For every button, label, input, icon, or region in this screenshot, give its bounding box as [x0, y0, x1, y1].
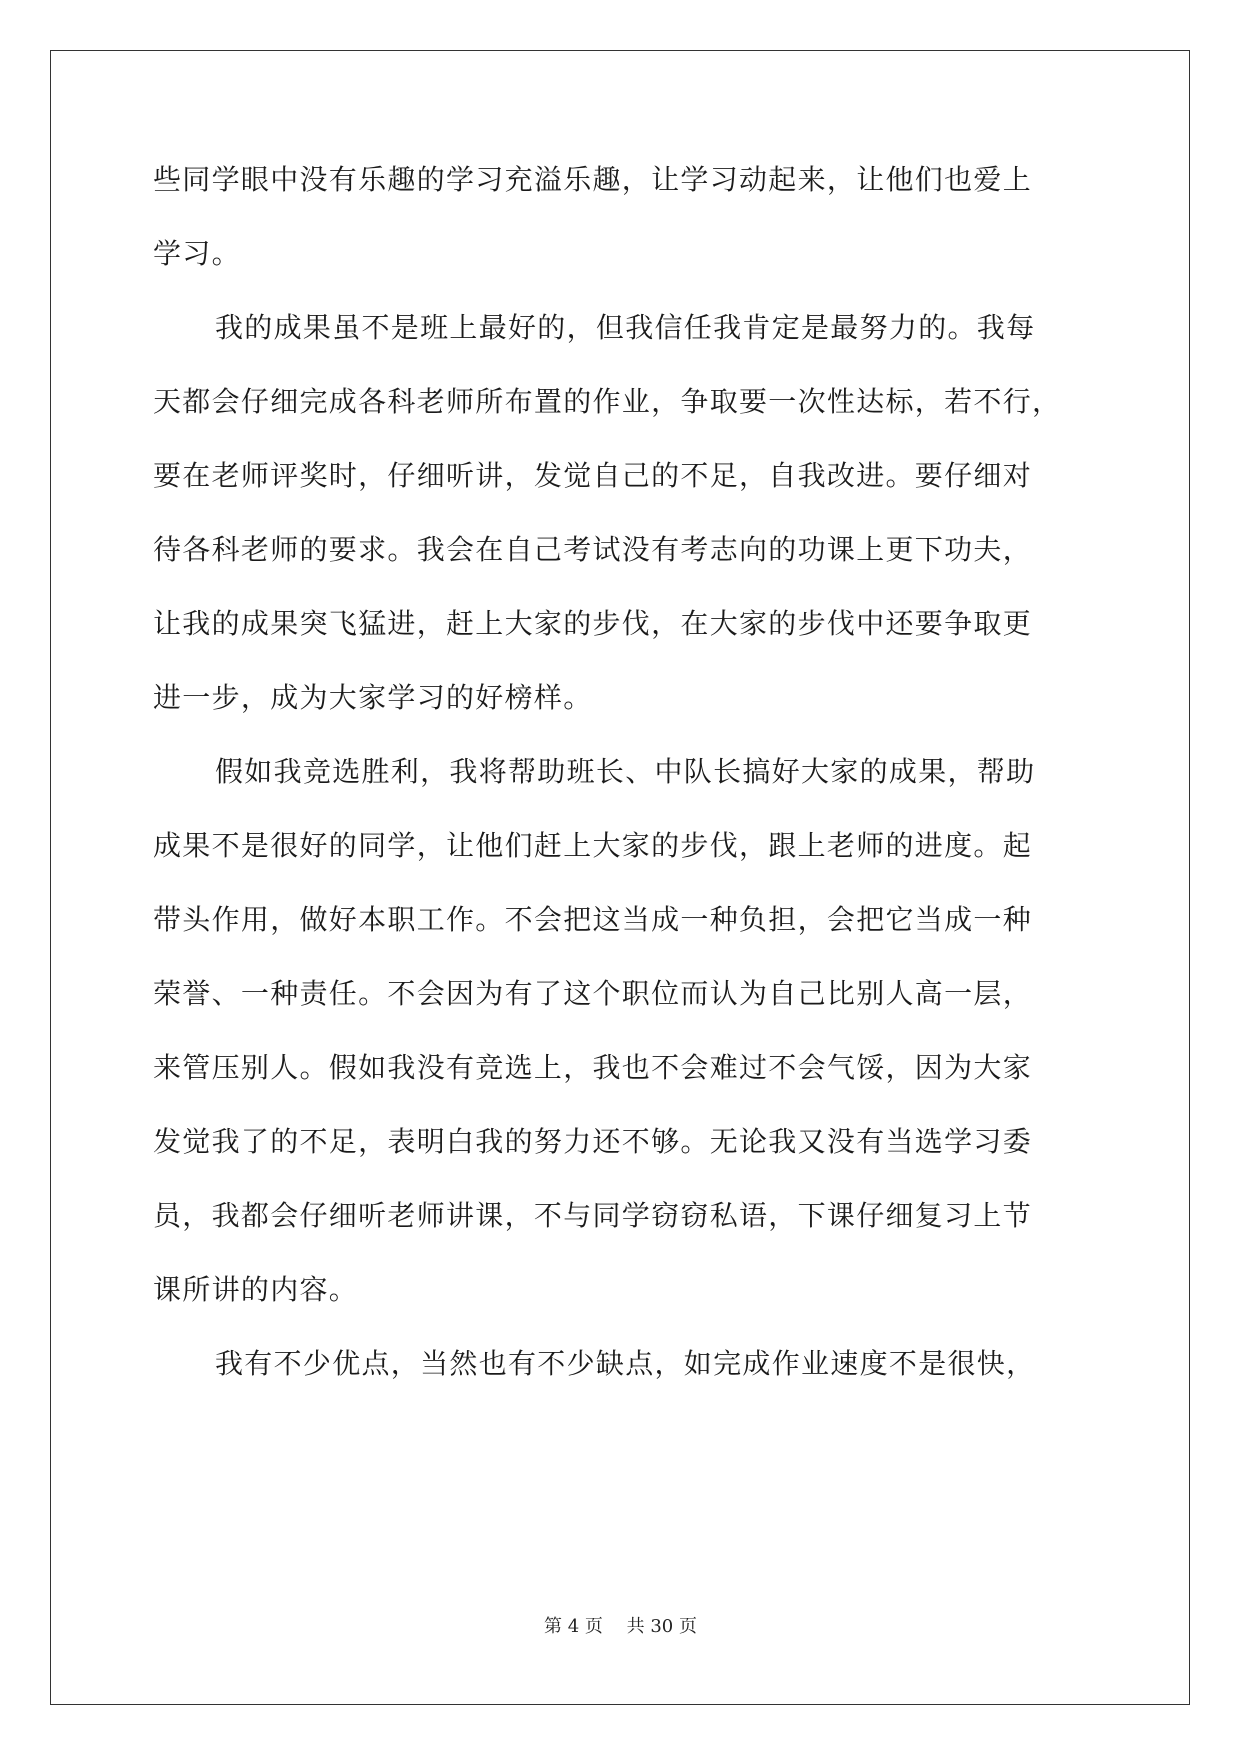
- text-line: 待各科老师的要求。我会在自己考试没有考志向的功课上更下功夫，: [153, 533, 1033, 566]
- text-line: 发觉我了的不足，表明白我的努力还不够。无论我又没有当选学习委: [153, 1125, 1033, 1158]
- text-line: 天都会仔细完成各科老师所布置的作业，争取要一次性达标，若不行，: [153, 385, 1062, 418]
- page-number: 第 4 页 共 30 页: [544, 1616, 697, 1637]
- paragraph-start-line: 假如我竞选胜利，我将帮助班长、中队长搞好大家的成果，帮助: [215, 755, 1036, 788]
- text-line: 成果不是很好的同学，让他们赶上大家的步伐，跟上老师的进度。起: [153, 829, 1033, 862]
- paragraph-start-line: 我的成果虽不是班上最好的，但我信任我肯定是最努力的。我每: [215, 311, 1036, 344]
- text-line: 荣誉、一种责任。不会因为有了这个职位而认为自己比别人高一层，: [153, 977, 1033, 1010]
- text-line: 学习。: [153, 237, 241, 270]
- text-line: 员，我都会仔细听老师讲课，不与同学窃窃私语，下课仔细复习上节: [153, 1199, 1033, 1232]
- text-line: 来管压别人。假如我没有竞选上，我也不会难过不会气馁，因为大家: [153, 1051, 1033, 1084]
- page-border: [50, 50, 1190, 1705]
- text-line: 进一步，成为大家学习的好榜样。: [153, 681, 593, 714]
- text-line: 带头作用，做好本职工作。不会把这当成一种负担，会把它当成一种: [153, 903, 1033, 936]
- text-line: 让我的成果突飞猛进，赶上大家的步伐，在大家的步伐中还要争取更: [153, 607, 1033, 640]
- text-line: 课所讲的内容。: [153, 1273, 359, 1306]
- text-line: 些同学眼中没有乐趣的学习充溢乐趣，让学习动起来，让他们也爱上: [153, 163, 1033, 196]
- text-line: 要在老师评奖时，仔细听讲，发觉自己的不足，自我改进。要仔细对: [153, 459, 1033, 492]
- paragraph-start-line: 我有不少优点，当然也有不少缺点，如完成作业速度不是很快，: [215, 1347, 1036, 1380]
